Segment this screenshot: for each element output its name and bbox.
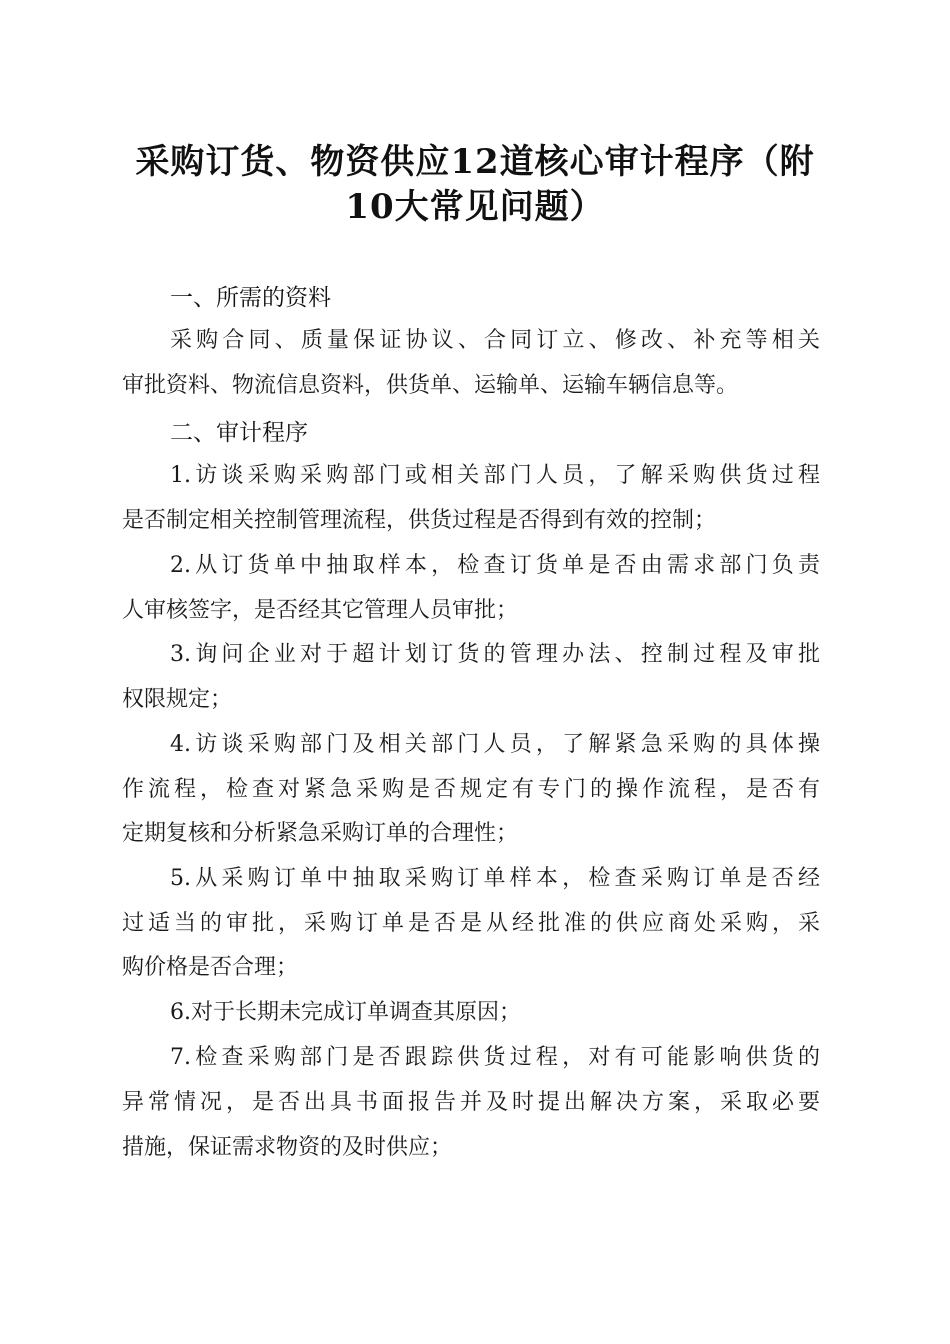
procedure-item-4-line: 作流程，检查对紧急采购是否规定有专门的操作流程，是否有	[122, 777, 820, 802]
procedure-item-1-line: 1.访谈采购采购部门或相关部门人员，了解采购供货过程	[170, 463, 820, 488]
procedure-item-7-line: 7.检查采购部门是否跟踪供货过程，对有可能影响供货的	[170, 1045, 820, 1070]
procedure-item-7-line: 措施，保证需求物资的及时供应；	[122, 1135, 453, 1160]
procedure-item-1-line: 是否制定相关控制管理流程，供货过程是否得到有效的控制；	[122, 508, 717, 533]
document-title-line-1: 采购订货、物资供应12道核心审计程序（附	[135, 142, 815, 182]
procedure-item-2-line: 2.从订货单中抽取样本，检查订货单是否由需求部门负责	[170, 553, 820, 578]
procedure-item-7-line: 异常情况，是否出具书面报告并及时提出解决方案，采取必要	[122, 1090, 820, 1115]
procedure-item-4-line: 定期复核和分析紧急采购订单的合理性；	[122, 821, 519, 846]
procedure-item-5-line: 购价格是否合理；	[122, 955, 299, 980]
procedure-item-2-line: 人审核签字，是否经其它管理人员审批；	[122, 598, 519, 623]
procedure-item-4-line: 4.访谈采购部门及相关部门人员，了解紧急采购的具体操	[170, 732, 820, 757]
section-1-heading: 一、所需的资料	[170, 285, 331, 311]
procedure-item-3-line: 3.询问企业对于超计划订货的管理办法、控制过程及审批	[170, 642, 820, 667]
procedure-item-5-line: 过适当的审批，采购订单是否是从经批准的供应商处采购，采	[122, 911, 820, 936]
section-1-paragraph-line: 审批资料、物流信息资料，供货单、运输单、运输车辆信息等。	[122, 373, 739, 398]
document-title-line-2: 10大常见问题）	[345, 187, 605, 227]
section-2-heading: 二、审计程序	[170, 420, 308, 446]
procedure-item-5-line: 5.从采购订单中抽取采购订单样本，检查采购订单是否经	[170, 866, 820, 891]
section-1-paragraph-line: 采购合同、质量保证协议、合同订立、修改、补充等相关	[170, 328, 820, 353]
procedure-item-6-line: 6.对于长期未完成订单调查其原因；	[170, 1000, 521, 1025]
procedure-item-3-line: 权限规定；	[122, 687, 233, 712]
